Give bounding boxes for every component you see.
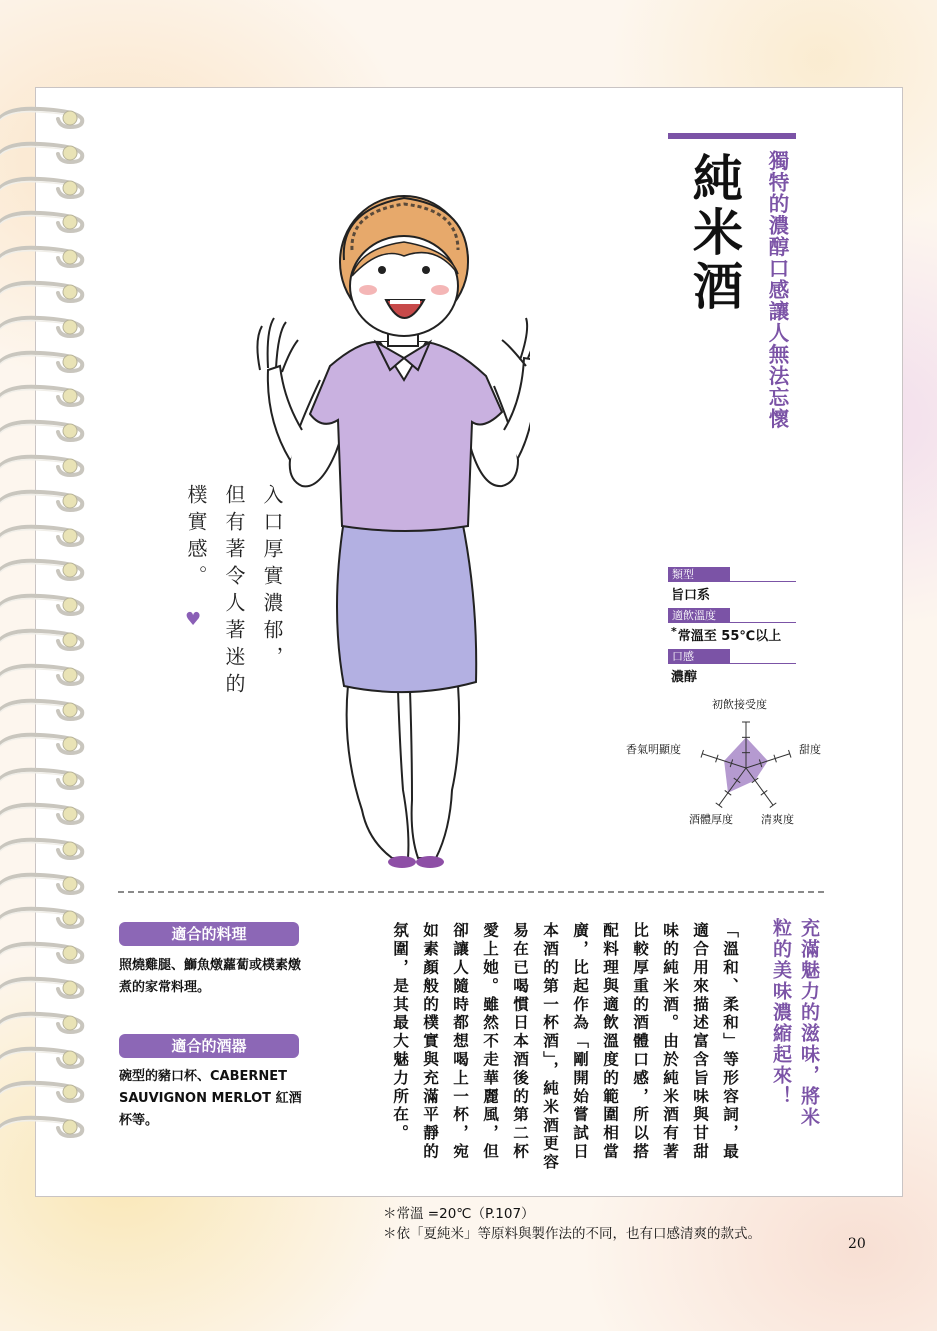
spiral-ring: [0, 349, 92, 375]
temp-line: [668, 622, 796, 623]
temp-value-text: 常溫至 55℃以上: [677, 629, 782, 644]
spiral-ring: [0, 662, 92, 688]
temp-star: *: [671, 625, 677, 638]
page-subtitle: 獨特的濃醇口感讓人無法忘懷: [765, 150, 789, 430]
handwritten-line-1: 入口厚實濃郁，: [260, 484, 284, 673]
radar-tick: [770, 803, 776, 808]
spiral-ring: [0, 766, 92, 792]
taste-tag: 口感: [668, 649, 730, 664]
spiral-ring: [0, 418, 92, 444]
handwritten-line-3: 樸實感。: [184, 484, 208, 592]
radar-tick: [716, 803, 722, 808]
type-tag: 類型: [668, 567, 730, 582]
heart-icon: ♥: [185, 609, 202, 630]
footnote-2: ＊依「夏純米」等原料與製作法的不同，也有口感清爽的款式。: [383, 1226, 761, 1242]
taste-line: [668, 663, 796, 664]
section-divider: [118, 891, 824, 893]
temp-tag: 適飲溫度: [668, 608, 730, 623]
spiral-ring: [0, 279, 92, 305]
taste-value: 濃醇: [671, 670, 698, 685]
spiral-ring: [0, 871, 92, 897]
page-title: 純米酒: [685, 152, 743, 314]
spiral-ring: [0, 209, 92, 235]
body-text: 「溫和、柔和」等形容詞，最適合用來描述富含旨味與甘甜味的純米酒。由於純米酒有著比較厚重的酒體口感，所以搭配料理與適飲溫度的範圍相當廣，比起作為「剛開始嘗試日本酒的第一杯酒」，純米酒更容易在已喝慣日本酒後的第二杯愛上她。雖然不走華麗風，但卻讓人隨時都想喝上一杯，宛如素顏般的樸實與充滿平靜的氛圍，是其最大魅力所在。: [391, 922, 739, 1172]
spiral-ring: [0, 836, 92, 862]
type-value: 旨口系: [671, 588, 711, 603]
title-accent-bar: [668, 133, 796, 139]
spiral-ring: [0, 175, 92, 201]
spiral-ring: [0, 453, 92, 479]
spiral-ring: [0, 557, 92, 583]
body-heading: 充滿魅力的滋味，將米粒的美味濃縮起來！: [770, 918, 820, 1128]
spiral-ring: [0, 592, 92, 618]
radar-label-1: 甜度: [799, 743, 821, 756]
spiral-ring: [0, 801, 92, 827]
type-line: [668, 581, 796, 582]
spiral-ring: [0, 905, 92, 931]
vessel-label: 適合的酒器: [119, 1034, 299, 1058]
footnote-1: ＊常溫 =20℃（P.107）: [383, 1206, 535, 1222]
radar-label-3: 酒體厚度: [689, 813, 733, 826]
spiral-ring: [0, 488, 92, 514]
spiral-ring: [0, 1114, 92, 1140]
spiral-ring: [0, 975, 92, 1001]
food-label: 適合的料理: [119, 922, 299, 946]
spiral-ring: [0, 1045, 92, 1071]
radar-label-2: 清爽度: [761, 813, 794, 826]
spiral-ring: [0, 383, 92, 409]
spiral-ring: [0, 731, 92, 757]
page-number: 20: [848, 1236, 866, 1252]
radar-tick: [761, 790, 767, 795]
spiral-ring: [0, 314, 92, 340]
spiral-ring: [0, 697, 92, 723]
handwritten-line-2: 但有著令人著迷的: [222, 484, 246, 700]
radar-label-0: 初飲接受度: [712, 698, 767, 711]
temp-value: [671, 625, 781, 644]
spiral-ring: [0, 105, 92, 131]
radar-label-4: 香氣明顯度: [626, 743, 681, 756]
spiral-ring: [0, 523, 92, 549]
spiral-ring: [0, 140, 92, 166]
spiral-ring: [0, 1010, 92, 1036]
radar-axis: [746, 768, 773, 805]
food-text: 照燒雞腿、鰤魚燉蘿蔔或樸素燉煮的家常料理。: [119, 958, 302, 995]
spiral-ring: [0, 244, 92, 270]
spiral-ring: [0, 627, 92, 653]
radar-chart: [676, 702, 816, 822]
spiral-ring: [0, 940, 92, 966]
spiral-ring: [0, 1079, 92, 1105]
vessel-text: 碗型的豬口杯、CABERNET SAUVIGNON MERLOT 紅酒杯等。: [119, 1069, 302, 1128]
